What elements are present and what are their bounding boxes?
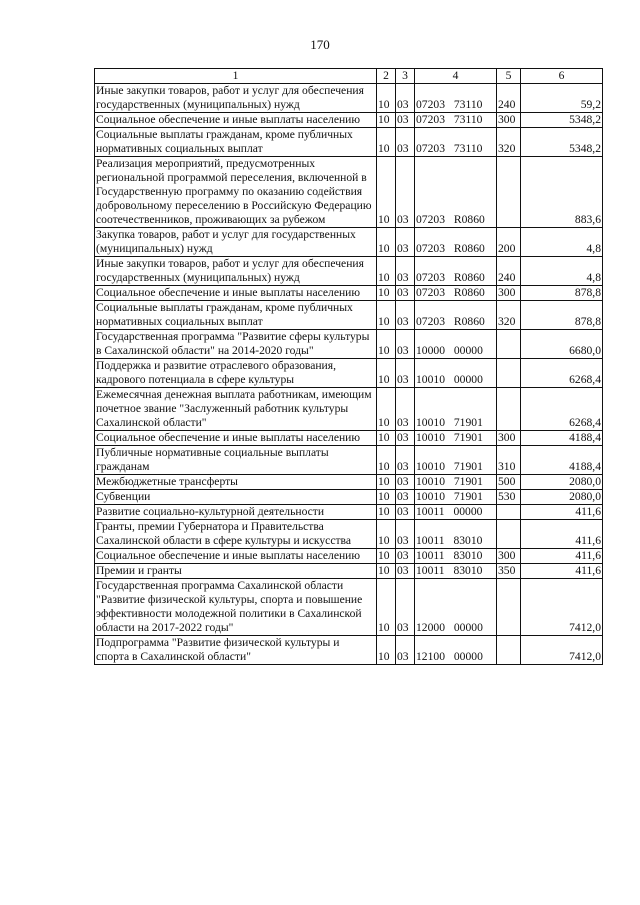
amount: 878,8 <box>521 301 603 330</box>
expense-type-code: 200 <box>497 228 521 257</box>
target-article-code: 12100 00000 <box>415 636 497 665</box>
subsection-code: 03 <box>396 490 415 505</box>
section-code: 10 <box>377 520 396 549</box>
item-name: Межбюджетные трансферты <box>95 475 377 490</box>
subsection-code: 03 <box>396 128 415 157</box>
header-col-6: 6 <box>521 69 603 84</box>
target-article-code: 10010 71901 <box>415 490 497 505</box>
item-name: Социальное обеспечение и иные выплаты населению <box>95 113 377 128</box>
subsection-code: 03 <box>396 84 415 113</box>
header-col-3: 3 <box>396 69 415 84</box>
section-code: 10 <box>377 446 396 475</box>
section-code: 10 <box>377 549 396 564</box>
item-name: Социальное обеспечение и иные выплаты населению <box>95 286 377 301</box>
section-code: 10 <box>377 505 396 520</box>
amount: 6680,0 <box>521 330 603 359</box>
section-code: 10 <box>377 490 396 505</box>
expense-type-code <box>497 388 521 431</box>
expense-type-code <box>497 636 521 665</box>
target-article-code: 10011 83010 <box>415 520 497 549</box>
expense-type-code: 500 <box>497 475 521 490</box>
expense-type-code: 310 <box>497 446 521 475</box>
amount: 878,8 <box>521 286 603 301</box>
table-row <box>95 228 603 257</box>
subsection-code: 03 <box>396 505 415 520</box>
table-row <box>95 84 603 113</box>
table-row <box>95 636 603 665</box>
subsection-code: 03 <box>396 388 415 431</box>
header-col-2: 2 <box>377 69 396 84</box>
subsection-code: 03 <box>396 301 415 330</box>
target-article-code: 10010 71901 <box>415 431 497 446</box>
subsection-code: 03 <box>396 520 415 549</box>
section-code: 10 <box>377 475 396 490</box>
item-name: Закупка товаров, работ и услуг для государственных (муниципальных) нужд <box>95 228 377 257</box>
amount: 7412,0 <box>521 636 603 665</box>
expense-type-code: 240 <box>497 84 521 113</box>
amount: 411,6 <box>521 505 603 520</box>
amount: 4188,4 <box>521 431 603 446</box>
expense-type-code: 240 <box>497 257 521 286</box>
section-code: 10 <box>377 157 396 228</box>
item-name: Государственная программа Сахалинской области "Развитие физической культуры, спорта и повышение эффективности молодежной политики в Сахалинской области на 2017-2022 годы" <box>95 579 377 636</box>
item-name: Социальное обеспечение и иные выплаты населению <box>95 431 377 446</box>
item-name: Премии и гранты <box>95 564 377 579</box>
target-article-code: 10011 83010 <box>415 564 497 579</box>
amount: 411,6 <box>521 520 603 549</box>
header-col-4: 4 <box>415 69 497 84</box>
expense-type-code: 320 <box>497 301 521 330</box>
item-name: Развитие социально-культурной деятельности <box>95 505 377 520</box>
subsection-code: 03 <box>396 446 415 475</box>
subsection-code: 03 <box>396 286 415 301</box>
amount: 411,6 <box>521 564 603 579</box>
amount: 4,8 <box>521 228 603 257</box>
expense-type-code <box>497 330 521 359</box>
amount: 59,2 <box>521 84 603 113</box>
subsection-code: 03 <box>396 579 415 636</box>
target-article-code: 10011 00000 <box>415 505 497 520</box>
table-row <box>95 157 603 228</box>
section-code: 10 <box>377 330 396 359</box>
item-name: Гранты, премии Губернатора и Правительства Сахалинской области в сфере культуры и искусства <box>95 520 377 549</box>
amount: 411,6 <box>521 549 603 564</box>
table-row <box>95 564 603 579</box>
amount: 6268,4 <box>521 359 603 388</box>
expense-type-code <box>497 505 521 520</box>
section-code: 10 <box>377 579 396 636</box>
target-article-code: 10011 83010 <box>415 549 497 564</box>
budget-table <box>94 68 603 665</box>
target-article-code: 07203 R0860 <box>415 286 497 301</box>
subsection-code: 03 <box>396 113 415 128</box>
amount: 2080,0 <box>521 490 603 505</box>
section-code: 10 <box>377 113 396 128</box>
expense-type-code: 320 <box>497 128 521 157</box>
table-row <box>95 113 603 128</box>
header-row <box>95 69 603 84</box>
expense-type-code: 350 <box>497 564 521 579</box>
expense-type-code <box>497 157 521 228</box>
table-row <box>95 359 603 388</box>
subsection-code: 03 <box>396 228 415 257</box>
item-name: Государственная программа "Развитие сферы культуры в Сахалинской области" на 2014-2020 годы" <box>95 330 377 359</box>
table-body <box>95 84 603 665</box>
table-row <box>95 388 603 431</box>
item-name: Публичные нормативные социальные выплаты гражданам <box>95 446 377 475</box>
expense-type-code <box>497 359 521 388</box>
table-row <box>95 286 603 301</box>
section-code: 10 <box>377 636 396 665</box>
expense-type-code <box>497 520 521 549</box>
header-col-5: 5 <box>497 69 521 84</box>
expense-type-code <box>497 579 521 636</box>
table-row <box>95 431 603 446</box>
item-name: Ежемесячная денежная выплата работникам, имеющим почетное звание "Заслуженный работник культуры Сахалинской области" <box>95 388 377 431</box>
section-code: 10 <box>377 301 396 330</box>
amount: 5348,2 <box>521 128 603 157</box>
subsection-code: 03 <box>396 157 415 228</box>
section-code: 10 <box>377 359 396 388</box>
item-name: Поддержка и развитие отраслевого образования, кадрового потенциала в сфере культуры <box>95 359 377 388</box>
target-article-code: 07203 73110 <box>415 113 497 128</box>
target-article-code: 12000 00000 <box>415 579 497 636</box>
item-name: Субвенции <box>95 490 377 505</box>
section-code: 10 <box>377 128 396 157</box>
section-code: 10 <box>377 564 396 579</box>
item-name: Социальные выплаты гражданам, кроме публичных нормативных социальных выплат <box>95 128 377 157</box>
table-row <box>95 490 603 505</box>
table-row <box>95 520 603 549</box>
target-article-code: 07203 73110 <box>415 128 497 157</box>
section-code: 10 <box>377 257 396 286</box>
amount: 6268,4 <box>521 388 603 431</box>
target-article-code: 10010 71901 <box>415 388 497 431</box>
amount: 4,8 <box>521 257 603 286</box>
table-row <box>95 446 603 475</box>
section-code: 10 <box>377 286 396 301</box>
table-row <box>95 505 603 520</box>
amount: 2080,0 <box>521 475 603 490</box>
item-name: Иные закупки товаров, работ и услуг для обеспечения государственных (муниципальных) нужд <box>95 257 377 286</box>
subsection-code: 03 <box>396 636 415 665</box>
item-name: Социальное обеспечение и иные выплаты населению <box>95 549 377 564</box>
amount: 7412,0 <box>521 579 603 636</box>
expense-type-code: 300 <box>497 431 521 446</box>
target-article-code: 10010 71901 <box>415 446 497 475</box>
table-row <box>95 579 603 636</box>
amount: 883,6 <box>521 157 603 228</box>
target-article-code: 07203 R0860 <box>415 301 497 330</box>
target-article-code: 07203 R0860 <box>415 157 497 228</box>
section-code: 10 <box>377 388 396 431</box>
amount: 5348,2 <box>521 113 603 128</box>
expense-type-code: 300 <box>497 113 521 128</box>
subsection-code: 03 <box>396 549 415 564</box>
expense-type-code: 300 <box>497 286 521 301</box>
target-article-code: 07203 R0860 <box>415 228 497 257</box>
table-row <box>95 549 603 564</box>
header-col-1: 1 <box>95 69 377 84</box>
subsection-code: 03 <box>396 475 415 490</box>
target-article-code: 10000 00000 <box>415 330 497 359</box>
section-code: 10 <box>377 84 396 113</box>
item-name: Реализация мероприятий, предусмотренных региональной программой переселения, включенной в Государственную программу по оказанию содействия добровольному переселению в Российскую Федерацию соотечественников, проживающих за рубежом <box>95 157 377 228</box>
subsection-code: 03 <box>396 431 415 446</box>
table-row <box>95 475 603 490</box>
subsection-code: 03 <box>396 330 415 359</box>
table-row <box>95 301 603 330</box>
expense-type-code: 530 <box>497 490 521 505</box>
table-row <box>95 128 603 157</box>
table-row <box>95 330 603 359</box>
target-article-code: 10010 00000 <box>415 359 497 388</box>
page-number: 170 <box>310 37 330 52</box>
item-name: Иные закупки товаров, работ и услуг для обеспечения государственных (муниципальных) нужд <box>95 84 377 113</box>
section-code: 10 <box>377 431 396 446</box>
item-name: Социальные выплаты гражданам, кроме публичных нормативных социальных выплат <box>95 301 377 330</box>
subsection-code: 03 <box>396 257 415 286</box>
expense-type-code: 300 <box>497 549 521 564</box>
item-name: Подпрограмма "Развитие физической культуры и спорта в Сахалинской области" <box>95 636 377 665</box>
amount: 4188,4 <box>521 446 603 475</box>
subsection-code: 03 <box>396 564 415 579</box>
target-article-code: 10010 71901 <box>415 475 497 490</box>
subsection-code: 03 <box>396 359 415 388</box>
table-row <box>95 257 603 286</box>
target-article-code: 07203 73110 <box>415 84 497 113</box>
section-code: 10 <box>377 228 396 257</box>
target-article-code: 07203 R0860 <box>415 257 497 286</box>
